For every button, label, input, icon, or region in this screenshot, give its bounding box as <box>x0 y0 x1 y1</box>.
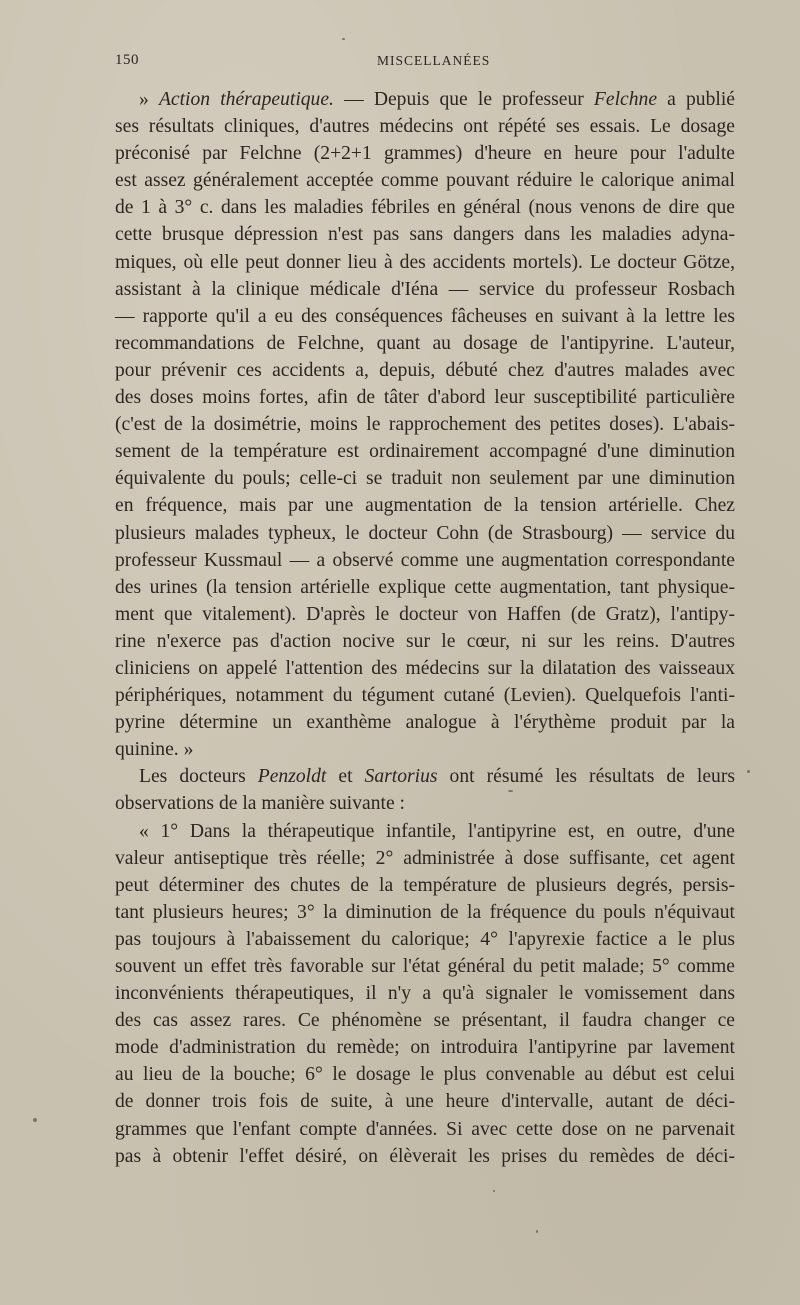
paper-speck <box>747 770 750 773</box>
text-line: ses résultats cliniques, d'autres médecins ont répété ses essais. Le dosage <box>115 116 735 138</box>
text-line: — rapporte qu'il a eu des conséquences fâcheuses en suivant à la lettre les <box>115 305 735 327</box>
text-line: cliniciens on appelé l'attention des médecins sur la dilatation des vaisseaux <box>115 657 735 679</box>
italic-term: Sartorius <box>364 766 438 788</box>
text-line: Les docteurs Penzoldt et Sartorius ont résumé les résultats de leurs <box>139 766 735 788</box>
text-line: préconisé par Felchne (2+2+1 grammes) d'heure en heure pour l'adulte <box>115 143 735 165</box>
text-line: pyrine détermine un exanthème analogue à l'érythème produit par la <box>115 712 735 734</box>
text-line: cette brusque dépression n'est pas sans dangers dans les maladies adyna- <box>115 224 735 246</box>
text-line: recommandations de Felchne, quant au dosage de l'antipyrine. L'auteur, <box>115 332 735 354</box>
text-line: périphériques, notamment du tégument cutané (Levien). Quelquefois l'anti- <box>115 685 735 707</box>
text-line: assistant à la clinique médicale d'Iéna — service du professeur Rosbach <box>115 278 735 300</box>
text-line: équivalente du pouls; celle-ci se traduit non seulement par une diminution <box>115 468 735 490</box>
text-line: » Action thérapeutique. — Depuis que le professeur Felchne a publié <box>139 89 735 110</box>
italic-term: Penzoldt <box>257 766 327 788</box>
text-line: ment que vitalement). D'après le docteur von Haffen (de Gratz), l'antipy- <box>115 603 735 625</box>
text-line: quinine. » <box>115 739 194 761</box>
text-line: valeur antiseptique très réelle; 2° administrée à dose suffisante, cet agent <box>115 847 735 869</box>
text-line: tant plusieurs heures; 3° la diminution de la fréquence du pouls n'équivaut <box>115 901 735 923</box>
text-line: au lieu de la bouche; 6° le dosage le plus convenable au début est celui <box>115 1064 735 1086</box>
text-line: professeur Kussmaul — a observé comme une augmentation correspondante <box>115 549 735 571</box>
text-line: inconvénients thérapeutiques, il n'y a qu'à signaler le vomissement dans <box>115 983 735 1005</box>
text-line: souvent un effet très favorable sur l'état général du petit malade; 5° comme <box>115 956 735 977</box>
text-line: de donner trois fois de suite, à une heure d'intervalle, autant de déci- <box>115 1091 735 1113</box>
text-line: pas toujours à l'abaissement du calorique; 4° l'apyrexie factice a le plus <box>115 928 735 950</box>
text-line: rine n'exerce pas d'action nocive sur le cœur, ni sur les reins. D'autres <box>115 630 735 652</box>
text-line: de 1 à 3° c. dans les maladies fébriles en général (nous venons de dire que <box>115 197 735 219</box>
paper-speck <box>493 1190 495 1192</box>
italic-term: Felchne <box>593 89 658 110</box>
paper-speck <box>508 790 513 792</box>
text-line: des urines (la tension artérielle explique cette augmentation, tant physique- <box>115 576 735 598</box>
text-line: sement de la température est ordinairement accompagné d'une diminution <box>115 441 735 463</box>
italic-term: Action thérapeutique. <box>158 89 334 110</box>
text-line: des doses moins fortes, afin de tâter d'abord leur susceptibilité particulière <box>115 387 735 409</box>
text-line: des cas assez rares. Ce phénomène se présentant, il faudra changer ce <box>115 1010 735 1032</box>
running-header <box>115 52 735 72</box>
text-line: mode d'administration du remède; on introduira l'antipyrine par lavement <box>115 1037 735 1059</box>
body-text <box>115 86 735 1170</box>
text-line: miques, où elle peut donner lieu à des accidents mortels). Le docteur Götze, <box>115 251 735 273</box>
text-line: est assez généralement acceptée comme pouvant réduire le calorique animal <box>115 170 735 192</box>
text-line: plusieurs malades typheux, le docteur Cohn (de Strasbourg) — service du <box>115 522 735 544</box>
text-line: en fréquence, mais par une augmentation de la tension artérielle. Chez <box>115 495 735 517</box>
text-line: pour prévenir ces accidents a, depuis, débuté chez d'autres malades avec <box>115 359 735 381</box>
page-number: 150 <box>115 52 139 68</box>
text-line: observations de la manière suivante : <box>115 793 406 815</box>
text-line: peut déterminer des chutes de la température de plusieurs degrés, persis- <box>115 874 735 896</box>
paper-speck <box>33 1118 37 1122</box>
text-line: (c'est de la dosimétrie, moins le rapprochement des petites doses). L'abais- <box>115 414 735 436</box>
text-line: « 1° Dans la thérapeutique infantile, l'antipyrine est, en outre, d'une <box>139 820 735 842</box>
paper-speck <box>536 1230 538 1233</box>
running-title: MISCELLANÉES <box>377 53 491 68</box>
text-line: pas à obtenir l'effet désiré, on élèverait les prises du remèdes de déci- <box>115 1145 735 1167</box>
paper-speck <box>342 38 345 40</box>
text-line: grammes que l'enfant compte d'années. Si avec cette dose on ne parvenait <box>115 1118 735 1140</box>
